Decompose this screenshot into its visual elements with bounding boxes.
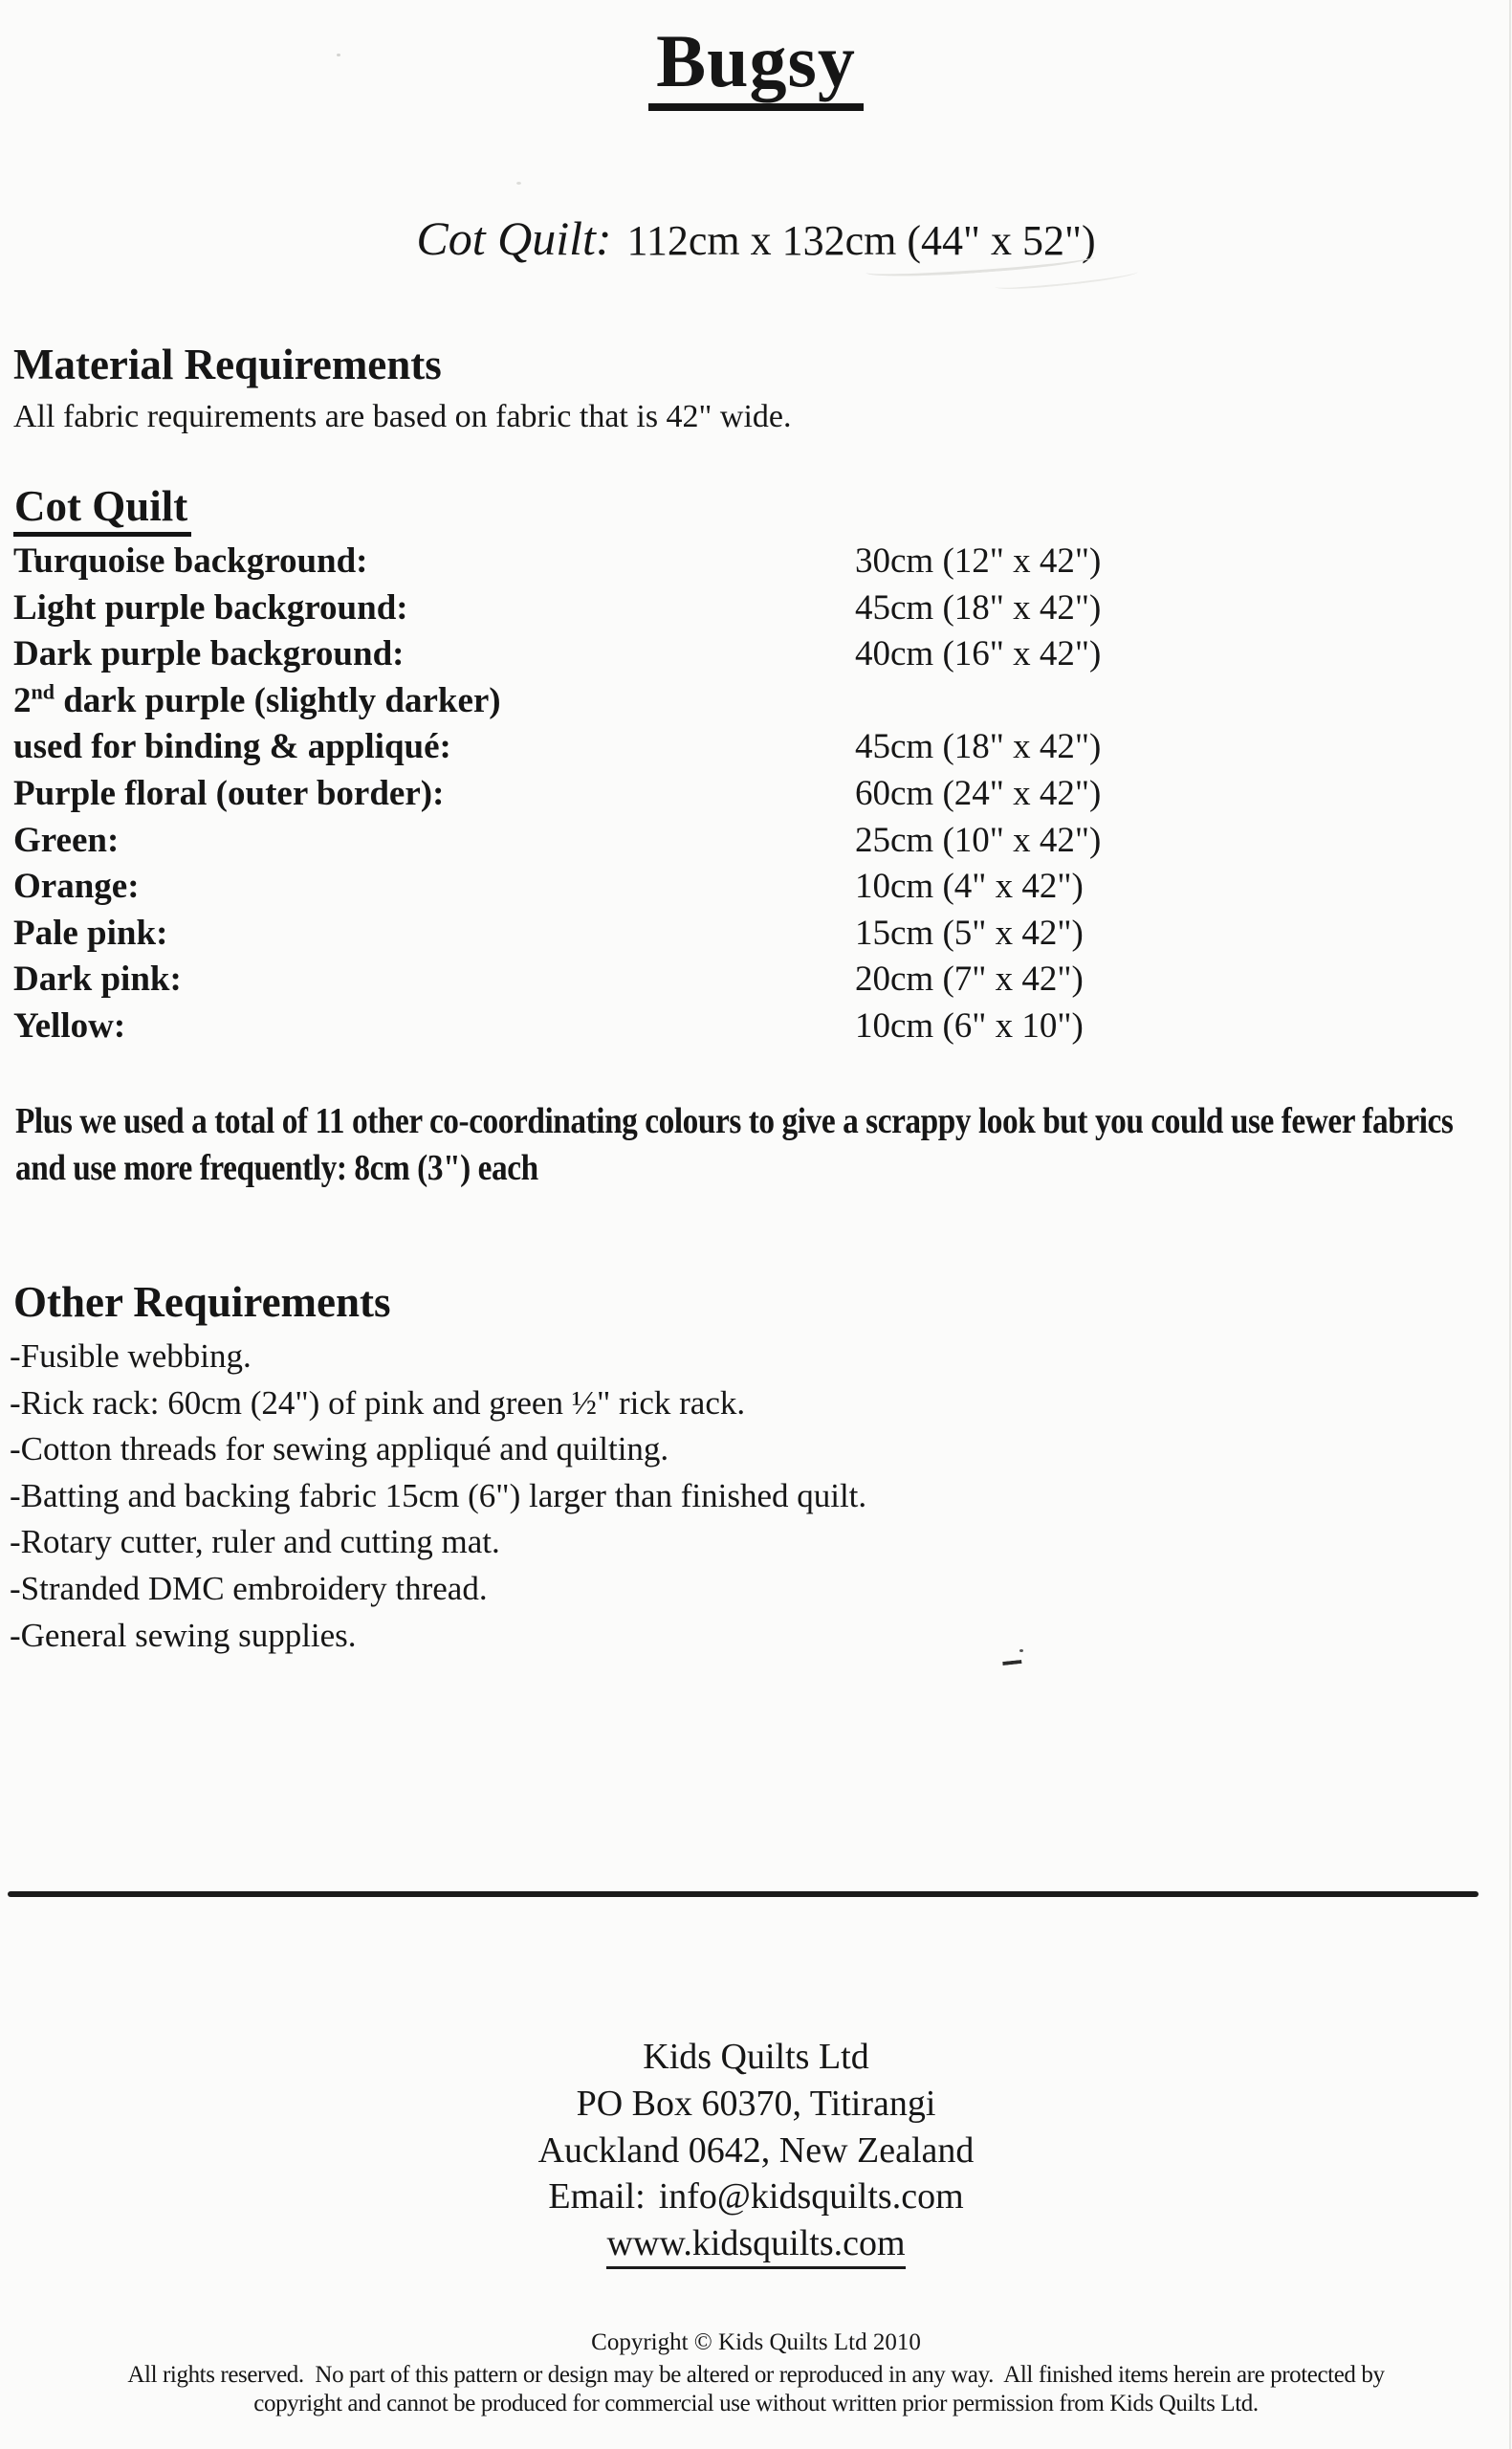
rights-line-2: copyright and cannot be produced for commercial use without written prior permission from Kids Quilts Ltd. [253,2391,1259,2416]
material-label: used for binding & appliqué: [13,727,451,767]
company-address-line1: PO Box 60370, Titirangi [576,2083,936,2124]
requirement-item: -General sewing supplies. [10,1616,357,1654]
scan-artifact [1001,1653,1021,1666]
material-value: 45cm (18" x 42") [855,727,1102,767]
material-row [13,911,1429,958]
quilt-size-label: Cot Quilt: [416,211,612,265]
website-line [0,2220,1512,2269]
material-value: 25cm (10" x 42") [855,820,1102,860]
material-row [13,585,1429,632]
copyright-line: Copyright © Kids Quilts Ltd 2010 [591,2329,921,2355]
contact-block [0,2034,1512,2269]
requirement-item: -Rick rack: 60cm (24") of pink and green ½" rick rack. [10,1383,746,1422]
requirement-item: -Rotary cutter, ruler and cutting mat. [10,1523,500,1561]
material-value: 15cm (5" x 42") [855,913,1084,953]
material-label: 2nd dark purple (slightly darker) [13,679,501,720]
requirement-item: -Batting and backing fabric 15cm (6") larger than finished quilt. [10,1476,867,1514]
material-value: 20cm (7" x 42") [855,960,1084,1000]
material-row [13,771,1429,818]
material-row [13,957,1429,1004]
scan-artifact [516,182,521,185]
materials-table [13,539,1429,1050]
company-address-line2: Auckland 0642, New Zealand [537,2129,975,2171]
company-name: Kids Quilts Ltd [643,2037,869,2077]
material-row [13,1004,1429,1050]
copyright-block [0,2328,1512,2418]
material-row [13,631,1429,678]
material-value: 10cm (6" x 10") [855,1005,1084,1046]
material-value: 40cm (16" x 42") [855,634,1102,674]
rights-line-1: All rights reserved. No part of this pattern or design may be altered or reproduced in any way. All finished items herein are protected by [127,2362,1385,2388]
scan-artifact [995,266,1138,293]
email-line [0,2173,1512,2220]
requirement-item: -Stranded DMC embroidery thread. [10,1569,488,1607]
material-label: Purple floral (outer border): [13,773,445,813]
email-address: info@kidsquilts.com [658,2176,964,2217]
requirement-item: -Cotton threads for sewing appliqué and quilting. [10,1430,669,1468]
material-label: Light purple background: [13,587,408,628]
material-row [13,818,1429,865]
other-requirements-heading: Other Requirements [13,1278,391,1326]
material-label: Dark purple background: [13,634,405,674]
cot-quilt-heading: Cot Quilt [13,484,191,537]
material-value: 10cm (4" x 42") [855,867,1084,907]
material-value: 45cm (18" x 42") [855,587,1102,628]
material-requirements-heading: Material Requirements [13,341,442,388]
page-title-wrap [0,21,1512,111]
material-row [13,678,1429,725]
material-label: Dark pink: [13,960,182,1000]
material-label: Green: [13,820,120,860]
email-label: Email: [548,2176,646,2217]
cot-quilt-heading-wrap [13,484,191,537]
scrappy-note: Plus we used a total of 11 other co-coordinating colours to give a scrappy look but you could use fewer fabrics and use more frequently: 8cm (3") each [15,1101,1454,1188]
other-requirements-list [10,1334,866,1659]
material-value: 60cm (24" x 42") [855,773,1102,813]
material-label: Turquoise background: [13,541,368,581]
material-label: Pale pink: [13,913,168,953]
material-row [13,724,1429,771]
material-row [13,539,1429,585]
website-link: www.kidsquilts.com [606,2223,905,2269]
fabric-width-note: All fabric requirements are based on fabric that is 42" wide. [13,399,792,434]
quilt-size-line [0,210,1512,266]
superscript: nd [31,679,55,704]
divider-rule [8,1891,1479,1897]
material-value: 30cm (12" x 42") [855,541,1102,581]
material-row [13,864,1429,911]
scan-artifact [1019,1649,1023,1652]
material-label: Orange: [13,867,140,907]
page-title: Bugsy [648,21,864,111]
requirement-item: -Fusible webbing. [10,1337,252,1375]
material-label: Yellow: [13,1005,126,1046]
quilt-size-value: 112cm x 132cm (44" x 52") [626,217,1096,264]
